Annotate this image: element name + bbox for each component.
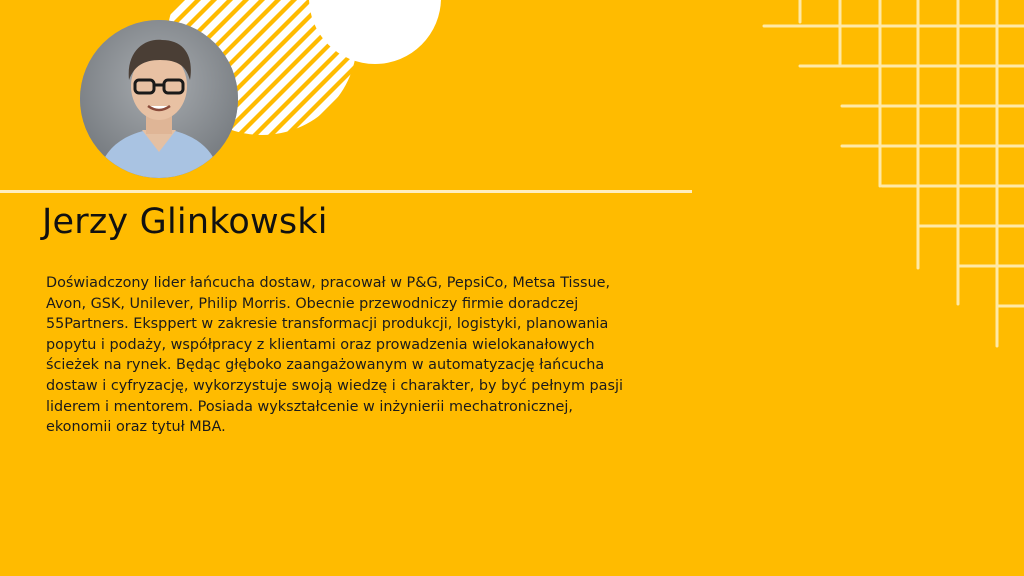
speaker-bio [46,273,706,438]
bio-line: liderem i mentorem. Posiada wykształcenie w inżynierii mechatronicznej, [46,398,573,415]
portrait-icon [80,20,238,178]
bio-line: ścieżek na rynek. Będąc głęboko zaangażowanym w automatyzację łańcucha [46,357,605,374]
bio-line: Avon, GSK, Unilever, Philip Morris. Obecnie przewodniczy firmie doradczej [46,295,579,312]
speaker-name: Jerzy Glinkowski [42,202,328,242]
bio-line: dostaw i cyfryzację, wykorzystuje swoją wiedzę i charakter, by być pełnym pasji [46,377,623,394]
bio-line: 55Partners. Eksppert w zakresie transformacji produkcji, logistyki, planowania [46,316,609,333]
horizontal-divider [0,190,692,193]
profile-photo [80,20,238,178]
bio-line: ekonomii oraz tytuł MBA. [46,419,226,436]
bio-line: popytu i podaży, współpracy z klientami oraz prowadzenia wielokanałowych [46,336,595,353]
bio-line: Doświadczony lider łańcucha dostaw, pracował w P&G, PepsiCo, Metsa Tissue, [46,275,611,291]
grid-pattern-shape [764,0,1024,346]
